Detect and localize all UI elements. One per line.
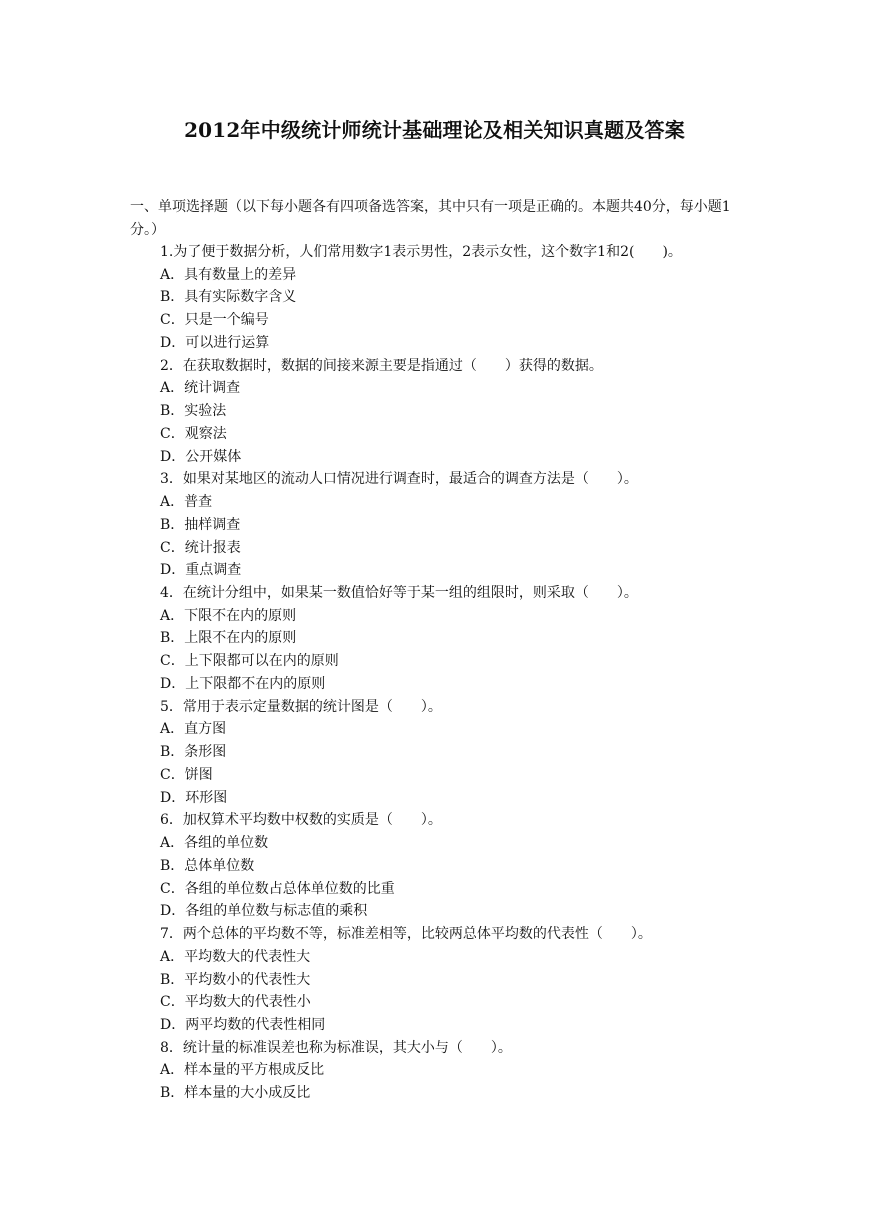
question-block [160,696,760,810]
question-stem: 6．加权算术平均数中权数的实质是（ ）。 [160,812,442,829]
question-block [160,1037,760,1105]
question-block [160,468,760,582]
question-stem: 8．统计量的标准误差也称为标准误，其大小与（ ）。 [160,1039,512,1056]
answer-option: B．抽样调查 [160,516,241,533]
answer-option: A．各组的单位数 [160,835,269,852]
answer-option: D．两平均数的代表性相同 [160,1016,326,1033]
question-block [160,241,760,355]
answer-option: D．环形图 [160,789,228,806]
answer-option: D．重点调查 [160,562,242,579]
question-block [160,582,760,696]
answer-option: A．统计调查 [160,380,241,397]
answer-option: C．各组的单位数占总体单位数的比重 [160,880,395,897]
section-heading: 一、单项选择题（以下每小题各有四项备选答案，其中只有一项是正确的。本题共40分，每小题1分。） [130,199,731,238]
answer-option: A．普查 [160,494,213,511]
question-stem: 7．两个总体的平均数不等，标准差相等，比较两总体平均数的代表性（ ）。 [160,926,652,943]
answer-option: D．上下限都不在内的原则 [160,675,326,692]
answer-option: A．直方图 [160,721,227,738]
answer-option: B．条形图 [160,744,227,761]
question-stem: 5．常用于表示定量数据的统计图是（ ）。 [160,698,442,715]
answer-option: A．下限不在内的原则 [160,607,297,624]
answer-option: B．平均数小的代表性大 [160,971,311,988]
answer-option: D．可以进行运算 [160,334,270,351]
question-stem: 4．在统计分组中，如果某一数值恰好等于某一组的组限时，则采取（ ）。 [160,585,638,602]
answer-option: C．平均数大的代表性小 [160,994,311,1011]
answer-option: C．饼图 [160,766,213,783]
answer-option: A．样本量的平方根成反比 [160,1062,325,1079]
question-stem: 1.为了便于数据分析，人们常用数字1表示男性，2表示女性，这个数字1和2( )。 [160,244,682,260]
answer-option: B．总体单位数 [160,857,255,874]
question-block [160,923,760,1037]
question-list [160,241,760,1105]
question-block [160,809,760,923]
question-stem: 3．如果对某地区的流动人口情况进行调查时，最适合的调查方法是（ ）。 [160,471,638,488]
answer-option: B．上限不在内的原则 [160,630,297,647]
answer-option: B．实验法 [160,403,227,420]
answer-option: D．公开媒体 [160,448,242,465]
question-stem: 2．在获取数据时，数据的间接来源主要是指通过（ ）获得的数据。 [160,357,603,374]
answer-option: B．样本量的大小成反比 [160,1085,311,1102]
answer-option: C．只是一个编号 [160,312,269,329]
answer-option: C．统计报表 [160,539,241,556]
question-block [160,355,760,469]
document-title: 2012年中级统计师统计基础理论及相关知识真题及答案 [184,118,685,142]
answer-option: C．观察法 [160,425,227,442]
answer-option: B．具有实际数字含义 [160,289,297,306]
answer-option: D．各组的单位数与标志值的乘积 [160,903,368,920]
answer-option: A．平均数大的代表性大 [160,948,311,965]
answer-option: C．上下限都可以在内的原则 [160,653,339,670]
answer-option: A．具有数量上的差异 [160,266,297,283]
